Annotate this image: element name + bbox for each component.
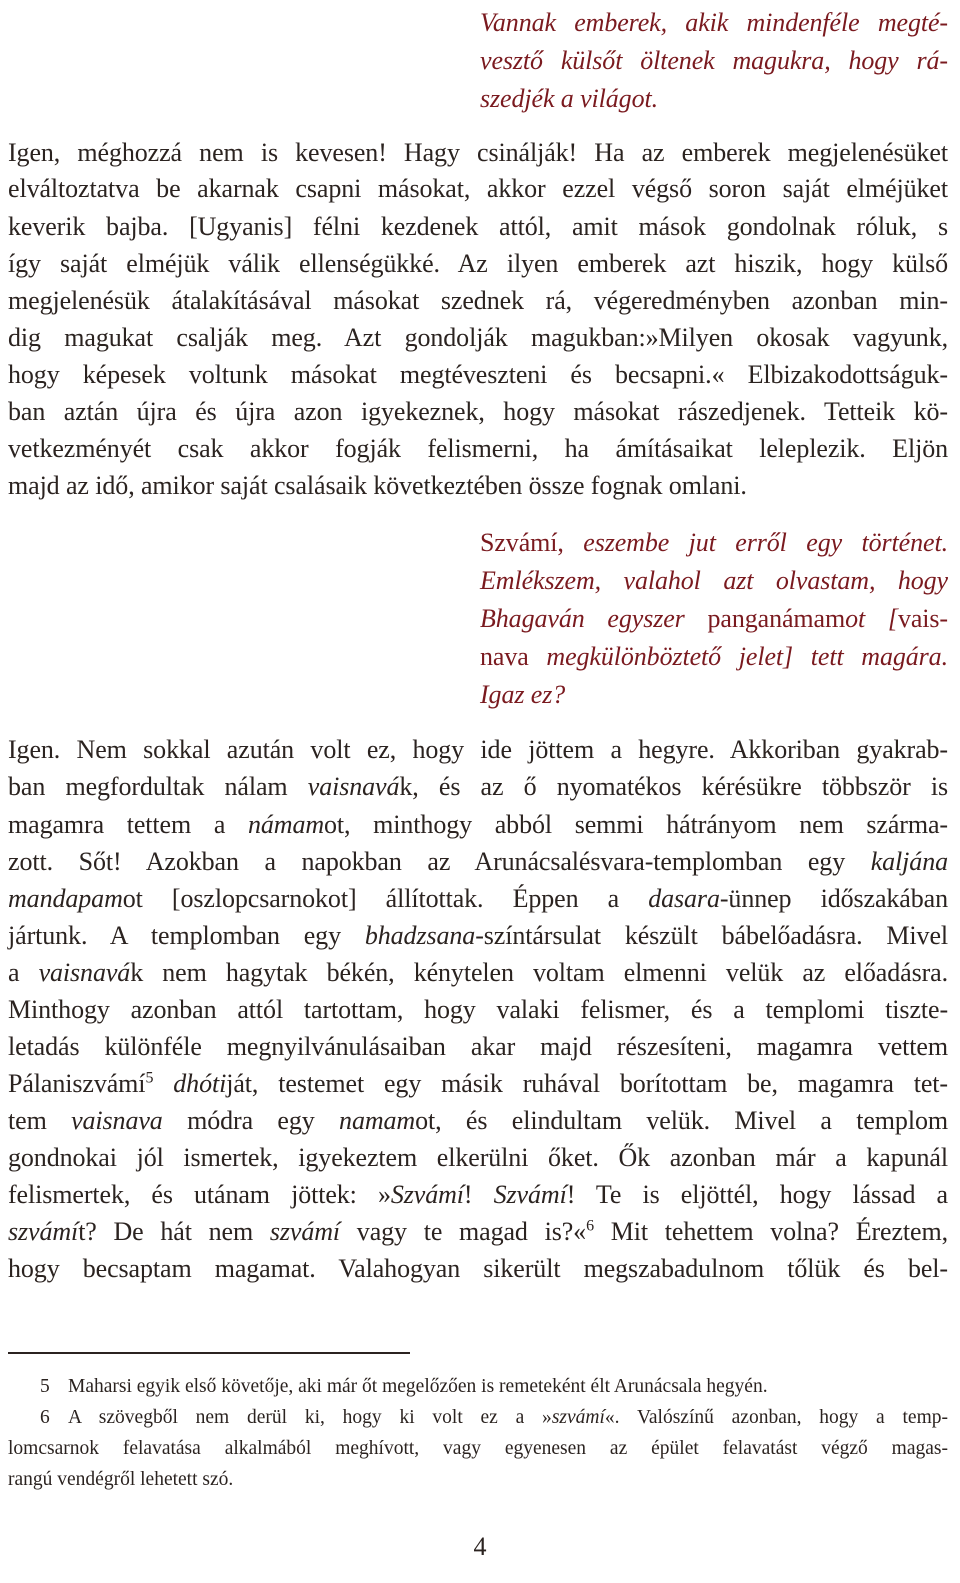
footnote-separator <box>8 1352 410 1354</box>
text-span: a <box>8 958 39 987</box>
footnote-6-line-3: rangú vendégről lehetett szó. <box>8 1469 234 1490</box>
italic-term: kaljána <box>870 847 948 876</box>
text-line <box>8 1069 948 1099</box>
footnote-6-line-2: lomcsarnok felavatása alkalmából meghívott, vagy egyenesen az épület felavatást végző magas- <box>8 1438 948 1459</box>
text-span: jártunk. A templomban egy <box>8 921 365 950</box>
text-span: magamra tettem a <box>8 810 248 839</box>
quote-span: Szvámí, <box>480 528 564 557</box>
footnote-number: 5 <box>40 1376 50 1397</box>
quote-line <box>480 604 948 634</box>
quote-line <box>480 642 948 672</box>
text-span: k, és az ő nyomatékos kérésükre többször is <box>399 772 948 801</box>
italic-term: namam <box>339 1106 416 1135</box>
text-line: hogy becsaptam magamat. Valahogyan sikerült megszabadulnom tőlük és bel- <box>8 1254 948 1283</box>
text-span: felismertek, és utánam jöttek: » <box>8 1180 391 1209</box>
text-line <box>8 884 948 914</box>
footnote-5 <box>8 1376 768 1398</box>
text-line: Minthogy azonban attól tartottam, hogy valaki felismer, és a templomi tiszte- <box>8 995 948 1024</box>
quote-span: Bhagaván egyszer <box>480 604 708 633</box>
text-line: ban aztán újra és újra azon igyekeznek, hogy másokat rászedjenek. Tetteik kö- <box>8 397 948 426</box>
quote-span: vais- <box>897 604 948 633</box>
footnote-number: 6 <box>40 1407 50 1428</box>
text-line: hogy képesek voltunk másokat megtéveszteni és becsapni.« Elbizakodottságuk- <box>8 360 948 389</box>
text-span: -ünnep időszakában <box>719 884 948 913</box>
text-span: ját, testemet egy másik ruhával borítottam be, magamra tet- <box>226 1069 948 1098</box>
text-line: dig magukat csalják meg. Azt gondolják magukban:»Milyen okosak vagyunk, <box>8 323 948 352</box>
text-span: tem <box>8 1106 72 1135</box>
text-line <box>8 1106 948 1136</box>
text-line <box>8 1217 948 1247</box>
text-line <box>8 810 948 840</box>
text-span: Mit tehettem volna? Éreztem, <box>593 1217 948 1246</box>
quote-span: eszembe jut erről egy történet. <box>563 528 948 557</box>
italic-term: bhadzsana <box>364 921 476 950</box>
footnote-text: «. Valószínű azonban, hogy a temp- <box>604 1407 948 1428</box>
text-line <box>8 1180 948 1210</box>
quote-line: Emlékszem, valahol azt olvastam, hogy <box>480 566 948 595</box>
text-span: ot, minthogy abból semmi hátrányom nem szárma- <box>324 810 948 839</box>
text-span: Pálaniszvámí <box>8 1069 146 1098</box>
italic-term: dhóti <box>153 1069 227 1098</box>
italic-term: szvámí <box>8 1217 79 1246</box>
quote-line: Vannak emberek, akik mindenféle megté- <box>480 8 948 37</box>
footnote-text: A szövegből nem derül ki, hogy ki volt ez a » <box>68 1407 552 1428</box>
quote-span: ot [ <box>845 604 898 633</box>
footnote-ref-6[interactable]: 6 <box>586 1217 594 1235</box>
italic-term: Szvámí <box>493 1180 567 1209</box>
footnote-ref-5[interactable]: 5 <box>145 1069 154 1087</box>
text-line: keverik bajba. [Ugyanis] félni kezdenek attól, amit mások gondolnak róluk, s <box>8 212 948 241</box>
italic-term: dasara <box>648 884 720 913</box>
text-line <box>8 958 948 988</box>
text-span: ot [oszlopcsarnokot] állítottak. Éppen a <box>122 884 649 913</box>
text-span: vagy te magad is?« <box>340 1217 587 1246</box>
quote-line: Igaz ez? <box>480 680 566 709</box>
italic-term: vaisnava <box>71 1106 163 1135</box>
text-line <box>8 921 948 951</box>
text-line: letadás különféle megnyilvánulásaiban akar majd részesíteni, magamra vettem <box>8 1032 948 1061</box>
text-span: -színtársulat készült bábelőadásra. Mivel <box>475 921 949 950</box>
text-line: megjelenésük átalakításával másokat szednek rá, végeredményben azonban min- <box>8 286 948 315</box>
quote-span: nava <box>480 642 547 671</box>
text-span: zott. Sőt! Azokban a napokban az Arunácsalésvara-templomban egy <box>8 847 871 876</box>
text-span: ban megfordultak nálam <box>8 772 308 801</box>
page-number: 4 <box>473 1532 487 1561</box>
italic-term: mandapam <box>8 884 123 913</box>
quote-line: vesztő külsőt öltenek magukra, hogy rá- <box>480 46 948 75</box>
footnote-6 <box>8 1407 948 1429</box>
italic-term: vaisnavá <box>38 958 131 987</box>
text-line: elváltoztatva be akarnak csapni másokat, akkor ezzel végső soron saját elméjüket <box>8 174 948 203</box>
text-span: módra egy <box>162 1106 340 1135</box>
text-line: így saját elméjük válik ellenségükké. Az ilyen emberek azt hiszik, hogy külső <box>8 249 948 278</box>
italic-term: szvámí <box>551 1407 605 1428</box>
italic-term: Szvámí <box>390 1180 464 1209</box>
text-line: Igen. Nem sokkal azután volt ez, hogy ide jöttem a hegyre. Akkoriban gyakrab- <box>8 735 948 764</box>
quote-span: megkülönböztető jelet] tett magára. <box>546 642 948 671</box>
text-line <box>8 847 948 877</box>
text-line <box>8 772 948 802</box>
text-span: ! Te is eljöttél, hogy lássad a <box>566 1180 948 1209</box>
text-line: Igen, méghozzá nem is kevesen! Hagy csinálják! Ha az emberek megjelenésüket <box>8 138 948 167</box>
text-line: gondnokai jól ismertek, igyekeztem elkerülni őket. Ők azonban már a kapunál <box>8 1143 948 1172</box>
italic-term: námam <box>247 810 325 839</box>
text-line: majd az idő, amikor saját csalásaik következtében össze fognak omlani. <box>8 471 747 500</box>
italic-term: vaisnavá <box>307 772 400 801</box>
footnote-text: Maharsi egyik első követője, aki már őt megelőzően is remeteként élt Arunácsala hegyén. <box>68 1376 768 1397</box>
italic-term: szvámí <box>269 1217 341 1246</box>
quote-span: panganámam <box>707 604 846 633</box>
text-line: vetkezményét csak akkor fogják felismerni, ha ámításaikat leleplezik. Eljön <box>8 434 948 463</box>
text-span: k nem hagytak békén, kénytelen voltam elmenni velük az előadásra. <box>130 958 948 987</box>
text-span: t? De hát nem <box>78 1217 270 1246</box>
text-span: ot, és elindultam velük. Mivel a templom <box>415 1106 948 1135</box>
quote-line: szedjék a világot. <box>480 84 658 113</box>
quote-line <box>480 528 948 558</box>
text-span: ! <box>463 1180 494 1209</box>
